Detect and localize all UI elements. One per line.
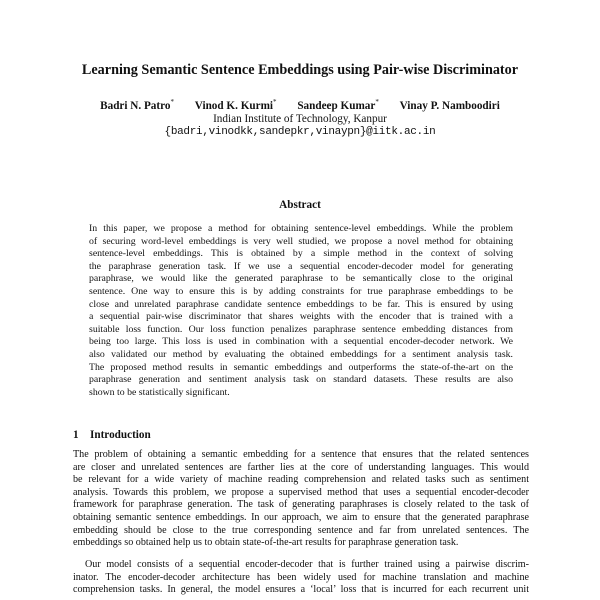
author-list — [0, 98, 600, 112]
body-line: framework for paraphrase generation. The task of generating paraphrases is closely related to the task of — [73, 499, 529, 511]
abstract-line: shown to be statistically significant. — [89, 386, 230, 398]
author — [297, 100, 379, 112]
introduction-paragraph-2 — [73, 559, 529, 597]
author — [100, 100, 174, 112]
abstract-line: of securing word-level embeddings is very well studied, we propose a novel method for obtaining — [89, 235, 513, 247]
author-name: Badri N. Patro — [100, 100, 171, 112]
abstract-line: paraphrase, we would like the generated paraphrase to be semantically close to the original — [89, 273, 513, 285]
abstract-body — [89, 223, 513, 399]
abstract-line: also validated our method by evaluating the obtained embeddings for a sentiment analysis task. — [89, 348, 513, 360]
body-line: be relevant for a wide variety of machine reading comprehension and related tasks such as sentiment — [73, 474, 529, 486]
body-line: obtaining semantic sentence embeddings. In our approach, we aim to ensure that the generated paraphrase — [73, 511, 529, 523]
introduction-paragraph-1 — [73, 449, 529, 550]
body-line: comprehension tasks. In general, the model ensures a ‘local’ loss that is incurred for each recurrent unit — [73, 584, 529, 596]
abstract-line: the paraphrase generation task. If we use a sequential encoder-decoder model for generating — [89, 260, 513, 272]
body-line: The problem of obtaining a semantic embedding for a sentence that ensures that the related sentences — [73, 449, 529, 460]
section-number: 1 — [73, 429, 79, 441]
abstract-line: suitable loss function. Our loss function penalizes paraphrase sentence embedding distances from — [89, 323, 513, 335]
abstract-line: In this paper, we propose a method for obtaining sentence-level embeddings. While the problem — [89, 223, 513, 234]
author-name: Sandeep Kumar — [297, 100, 376, 112]
body-line: embeddings so obtained help us to obtain state-of-the-art results for paraphrase generation task. — [73, 537, 459, 549]
body-line: inator. The encoder-decoder architecture has been widely used for machine translation and machine — [73, 571, 529, 583]
author — [195, 100, 277, 112]
email: {badri,vinodkk,sandepkr,vinaypn}@iitk.ac.in — [164, 126, 436, 138]
abstract-line: sentence-level embeddings. This is obtained by a simple method in the context of solving — [89, 248, 513, 260]
body-line: embedding should be close to the true corresponding sentence and far from unrelated sentences. The — [73, 524, 529, 536]
author-mark: * — [375, 98, 379, 106]
abstract-line: being too large. This loss is used in combination with a sequential encoder-decoder network. We — [89, 336, 513, 348]
author-name: Vinod K. Kurmi — [194, 100, 274, 112]
abstract-heading: Abstract — [279, 199, 321, 211]
abstract-line: paraphrase generation and sentiment analysis task on standard datasets. These results are also — [89, 374, 513, 386]
body-line: analysis. Towards this problem, we propose a supervised method that uses a sequential encoder-decoder — [73, 486, 529, 498]
body-line: Our model consists of a sequential encoder-decoder that is further trained using a pairwise discrim- — [85, 559, 529, 570]
abstract-line: sentence. One way to ensure this is by adding constraints for true paraphrase embeddings to be — [89, 285, 513, 297]
author-mark: * — [273, 98, 277, 106]
paper-title: Learning Semantic Sentence Embeddings using Pair-wise Discriminator — [81, 62, 519, 78]
author-name: Vinay P. Namboodiri — [399, 100, 500, 112]
body-line: are closer and unrelated sentences are farther lies at the core of understanding languages. This would — [73, 461, 529, 473]
affiliation: Indian Institute of Technology, Kanpur — [213, 113, 387, 125]
abstract-line: The proposed method results in semantic embeddings and outperforms the state-of-the-art on the — [89, 361, 513, 373]
section-title: Introduction — [90, 429, 151, 441]
section-heading-introduction — [73, 429, 151, 441]
abstract-line: close and unrelated paraphrase candidate sentence embeddings to be far. This is ensured by using — [89, 298, 513, 310]
abstract-line: a sequential pair-wise discriminator that shares weights with the encoder that is trained with a — [89, 311, 513, 323]
author — [400, 100, 500, 112]
author-mark: * — [170, 98, 174, 106]
